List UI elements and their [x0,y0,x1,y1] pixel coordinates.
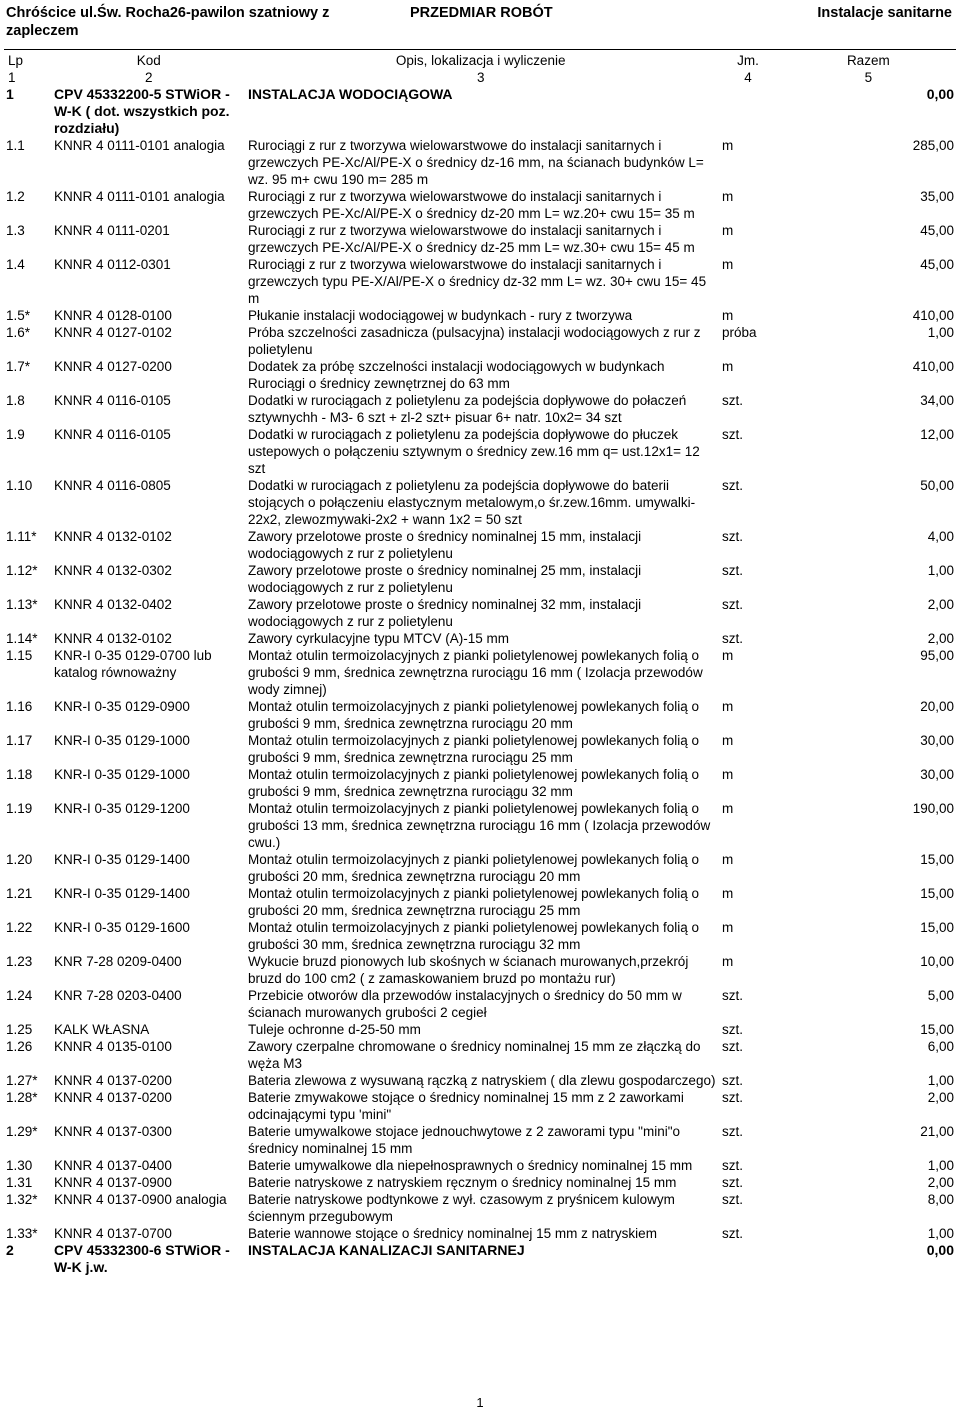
row-opis: Płukanie instalacji wodociągowej w budynkach - rury z tworzywa [248,308,633,323]
col-opis: Opis, lokalizacja i wyliczenie [395,53,566,68]
row-razem: 4,00 [927,529,954,544]
row-razem: 1,00 [927,1073,954,1088]
table-row [4,1225,956,1242]
row-lp: 1.11* [6,529,37,544]
row-kod: KNNR 4 0137-0200 [54,1073,172,1088]
row-lp: 1.23 [6,954,33,969]
row-razem: 30,00 [920,767,954,782]
row-jm: szt. [722,988,744,1003]
row-opis: Montaż otulin termoizolacyjnych z pianki polietylenowej powlekanych folią o grubości 9 mm, średnica zewnętrzna rurociągu 20 mm [248,699,699,731]
row-lp: 1.10 [6,478,33,493]
row-jm: m [722,954,734,969]
table-row [4,477,956,528]
column-header-labels [4,52,956,69]
row-jm: m [722,308,734,323]
row-razem: 10,00 [920,954,954,969]
row-jm: m [722,138,734,153]
row-jm: szt. [722,631,744,646]
row-lp: 1.31 [6,1175,33,1190]
row-jm: szt. [722,1039,744,1054]
row-jm: m [722,223,734,238]
row-opis: Baterie natryskowe podtynkowe z wył. czasowym z pryśnicem kulowym ściennym przegubowym [248,1192,675,1224]
row-kod: KNNR 4 0137-0900 [54,1175,172,1190]
row-jm: szt. [722,1192,744,1207]
row-jm: szt. [722,563,744,578]
table-row [4,919,956,953]
table-row [4,1174,956,1191]
row-razem: 50,00 [920,478,954,493]
row-lp: 1.12* [6,563,38,578]
row-jm: m [722,359,734,374]
table-row [4,885,956,919]
col-number: 4 [744,70,752,85]
row-razem: 15,00 [920,920,954,935]
row-lp: 1.17 [6,733,33,748]
document-section: Instalacje sanitarne [817,5,952,21]
row-opis: Dodatki w rurociągach z polietylenu za podejścia dopływowe do płuczek ustepowych o połączeniu sztywnym o średnicy zew.16 mm q= ust.12x1= 12 szt [248,427,700,476]
row-kod: CPV 45332300-6 STWiOR - W-K j.w. [54,1242,230,1275]
row-kod: KNNR 4 0111-0101 analogia [54,189,225,204]
row-kod: KNNR 4 0116-0105 [54,427,171,442]
row-razem: 45,00 [920,257,954,272]
table-row [4,596,956,630]
table-row [4,256,956,307]
row-opis: Wykucie bruzd pionowych lub skośnych w ścianach murowanych,przekrój bruzd do 100 cm2 ( z zamaskowaniem bruzd po montażu rur) [248,954,689,986]
row-razem: 15,00 [920,886,954,901]
table-row [4,528,956,562]
row-jm: m [722,257,734,272]
row-kod: KALK WŁASNA [54,1022,150,1037]
row-lp: 1.15 [6,648,33,663]
row-lp: 1.14* [6,631,38,646]
row-opis: Baterie zmywakowe stojące o średnicy nominalnej 15 mm z 2 zaworkami odcinającymi typu 'mini" [248,1090,684,1122]
row-razem: 1,00 [927,563,954,578]
row-kod: KNNR 4 0128-0100 [54,308,172,323]
row-lp: 1.3 [6,223,25,238]
table-row [4,137,956,188]
row-jm: m [722,852,734,867]
row-kod: KNNR 4 0135-0100 [54,1039,172,1054]
table-row [4,562,956,596]
table-row [4,800,956,851]
row-lp: 1.27* [6,1073,38,1088]
row-kod: KNNR 4 0137-0900 analogia [54,1192,227,1207]
row-lp: 2 [6,1242,14,1258]
row-lp: 1.5* [6,308,31,323]
table-row [4,307,956,324]
row-lp: 1.26 [6,1039,33,1054]
row-jm: m [722,886,734,901]
row-kod: CPV 45332200-5 STWiOR - W-K ( dot. wszystkich poz. rozdziału) [54,86,230,136]
row-kod: KNR-I 0-35 0129-0700 lub katalog równoważny [54,648,212,680]
row-kod: KNR-I 0-35 0129-1200 [54,801,190,816]
row-kod: KNR 7-28 0209-0400 [54,954,182,969]
row-jm: szt. [722,1158,744,1173]
row-jm: m [722,767,734,782]
project-title: Chróścice ul.Św. Rocha26-pawilon szatniowy z zapleczem [6,5,330,39]
row-lp: 1.16 [6,699,33,714]
row-razem: 410,00 [912,359,954,374]
column-header [4,52,956,86]
table-row [4,1123,956,1157]
row-kod: KNNR 4 0137-0700 [54,1226,172,1241]
col-number: 1 [8,70,16,85]
row-lp: 1.20 [6,852,33,867]
row-razem: 20,00 [920,699,954,714]
row-opis: INSTALACJA WODOCIĄGOWA [248,86,453,102]
row-razem: 95,00 [920,648,954,663]
row-jm: m [722,733,734,748]
table-row [4,1072,956,1089]
col-razem: Razem [846,53,890,68]
row-jm: szt. [722,393,744,408]
row-lp: 1.2 [6,189,25,204]
row-opis: Rurociągi z rur z tworzywa wielowarstwowe do instalacji sanitarnych i grzewczych PE-Xc/Al/PE-X o średnicy dz-20 mm L= wz.20+ cwu 15= 35 m [248,189,695,221]
row-opis: Rurociągi z rur z tworzywa wielowarstwowe do instalacji sanitarnych i grzewczych PE-Xc/Al/PE-X o średnicy dz-25 mm L= wz.30+ cwu 15= 45 m [248,223,695,255]
row-razem: 21,00 [920,1124,954,1139]
col-kod: Kod [136,53,161,68]
table-row [4,647,956,698]
row-lp: 1 [6,86,14,102]
row-opis: Montaż otulin termoizolacyjnych z pianki polietylenowej powlekanych folią o grubości 13 mm, średnica zewnętrzna rurociągu 16 mm ( Izolacja przewodów cwu.) [248,801,711,850]
table-row [4,732,956,766]
document-title: PRZEDMIAR ROBÓT [410,5,553,21]
table-row [4,851,956,885]
row-kod: KNNR 4 0132-0302 [54,563,172,578]
table-row [4,1089,956,1123]
row-razem: 285,00 [912,138,954,153]
row-opis: Dodatek za próbę szczelności instalacji wodociągowych w budynkach Rurociągi o średnicy zewnętrznej do 63 mm [248,359,665,391]
col-number: 2 [144,70,153,85]
row-lp: 1.33* [6,1226,38,1241]
row-kod: KNR-I 0-35 0129-1000 [54,767,190,782]
row-razem: 2,00 [927,1090,954,1105]
row-kod: KNR 7-28 0203-0400 [54,988,182,1003]
table-row [4,324,956,358]
row-lp: 1.13* [6,597,38,612]
row-lp: 1.21 [6,886,33,901]
row-razem: 34,00 [920,393,954,408]
row-razem: 1,00 [927,325,954,340]
row-kod: KNNR 4 0137-0200 [54,1090,172,1105]
row-kod: KNNR 4 0132-0102 [54,529,172,544]
row-opis: Montaż otulin termoizolacyjnych z pianki polietylenowej powlekanych folią o grubości 20 mm, średnica zewnętrzna rurociągu 25 mm [248,886,699,918]
row-lp: 1.19 [6,801,33,816]
row-jm: szt. [722,1226,744,1241]
table-row [4,1191,956,1225]
row-jm: szt. [722,1090,744,1105]
row-lp: 1.18 [6,767,33,782]
row-lp: 1.24 [6,988,33,1003]
row-lp: 1.8 [6,393,25,408]
row-jm: szt. [722,1073,744,1088]
row-razem: 30,00 [920,733,954,748]
row-razem: 2,00 [927,1175,954,1190]
col-number: 3 [476,70,485,85]
row-opis: Dodatki w rurociągach z polietylenu za podejścia dopływowe do połaczeń sztywnychh - M3- 6 szt + zl-2 szt+ pisuar 6+ natr. 10x2= 34 szt [248,393,687,425]
col-number: 5 [864,70,873,85]
row-jm: szt. [722,1022,744,1037]
row-kod: KNNR 4 0127-0102 [54,325,172,340]
row-kod: KNR-I 0-35 0129-1600 [54,920,190,935]
table-row [4,630,956,647]
row-razem: 2,00 [927,631,954,646]
row-razem: 5,00 [927,988,954,1003]
row-lp: 1.29* [6,1124,38,1139]
row-opis: Montaż otulin termoizolacyjnych z pianki polietylenowej powlekanych folią o grubości 20 mm, średnica zewnętrzna rurociągu 20 mm [248,852,699,884]
row-opis: Rurociągi z rur z tworzywa wielowarstwowe do instalacji sanitarnych i grzewczych typu PE-X/Al/PE-X o średnicy dz-32 mm L= wz. 30+ cwu 15= 45 m [248,257,707,306]
row-razem: 15,00 [920,1022,954,1037]
row-lp: 1.25 [6,1022,33,1037]
row-jm: szt. [722,427,744,442]
row-opis: Montaż otulin termoizolacyjnych z pianki polietylenowej powlekanych folią o grubości 9 mm, średnica zewnętrzna rurociągu 32 mm [248,767,699,799]
row-lp: 1.6* [6,325,31,340]
table-row [4,987,956,1021]
row-razem: 12,00 [920,427,954,442]
row-jm: szt. [722,529,744,544]
row-razem: 15,00 [920,852,954,867]
table-row [4,953,956,987]
row-kod: KNNR 4 0132-0102 [54,631,172,646]
row-jm: próba [722,325,757,340]
row-razem: 410,00 [912,308,954,323]
table-row [4,766,956,800]
row-opis: Montaż otulin termoizolacyjnych z pianki polietylenowej powlekanych folią o grubości 30 mm, średnica zewnętrzna rurociągu 32 mm [248,920,699,952]
row-kod: KNNR 4 0116-0105 [54,393,171,408]
row-kod: KNNR 4 0137-0300 [54,1124,172,1139]
row-opis: Baterie umywalkowe stojace jednouchwytowe z 2 zaworami typu "mini"o średnicy nominalnej 15 mm [248,1124,681,1156]
row-razem: 8,00 [927,1192,954,1207]
row-jm: szt. [722,597,744,612]
page-header [0,0,960,50]
col-lp: Lp [8,53,24,68]
row-razem: 45,00 [920,223,954,238]
row-jm: m [722,801,734,816]
row-lp: 1.9 [6,427,25,442]
row-lp: 1.28* [6,1090,38,1105]
row-razem: 0,00 [926,86,954,102]
row-jm: szt. [722,478,744,493]
table-row [4,698,956,732]
row-opis: Przebicie otworów dla przewodów instalacyjnych o średnicy do 50 mm w ścianach murowanych grubości 2 cegieł [248,988,682,1020]
row-opis: INSTALACJA KANALIZACJI SANITARNEJ [248,1242,525,1258]
row-kod: KNR-I 0-35 0129-1400 [54,886,190,901]
row-jm: szt. [722,1175,744,1190]
row-jm: m [722,189,734,204]
row-razem: 35,00 [920,189,954,204]
row-lp: 1.32* [6,1192,38,1207]
row-opis: Dodatki w rurociągach z polietylenu za podejścia dopływowe do baterii stojących o połączeniu elastycznym metalowym,o śr.zew.16mm. umywalki-22x2, zlewozmywaki-2x2 + wann 1x2 = 50 szt [248,478,696,527]
row-jm: m [722,699,734,714]
row-razem: 190,00 [912,801,954,816]
row-jm [720,86,782,137]
row-kod: KNNR 4 0111-0101 analogia [54,138,225,153]
row-razem: 1,00 [927,1158,954,1173]
row-razem: 0,00 [926,1242,954,1258]
row-jm: szt. [722,1124,744,1139]
row-kod: KNNR 4 0137-0400 [54,1158,172,1173]
row-lp: 1.7* [6,359,31,374]
row-jm: m [722,648,734,663]
table-row [4,1038,956,1072]
row-razem: 6,00 [927,1039,954,1054]
row-opis: Tuleje ochronne d-25-50 mm [248,1022,421,1037]
row-razem: 1,00 [927,1226,954,1241]
row-opis: Baterie wannowe stojące o średnicy nominalnej 15 mm z natryskiem [248,1226,657,1241]
table-row [4,392,956,426]
table-row [4,358,956,392]
section-row [4,1242,956,1276]
row-kod: KNR-I 0-35 0129-1000 [54,733,190,748]
row-opis: Zawory przelotowe proste o średnicy nominalnej 15 mm, instalacji wodociągowych z rur z polietylenu [248,529,642,561]
row-kod: KNNR 4 0132-0402 [54,597,172,612]
row-kod: KNR-I 0-35 0129-1400 [54,852,190,867]
col-jm: Jm. [737,53,759,68]
row-lp: 1.22 [6,920,33,935]
row-kod: KNNR 4 0116-0805 [54,478,171,493]
row-opis: Zawory przelotowe proste o średnicy nominalnej 25 mm, instalacji wodociągowych z rur z polietylenu [248,563,642,595]
row-kod: KNNR 4 0127-0200 [54,359,172,374]
row-opis: Baterie natryskowe z natryskiem ręcznym o średnicy nominalnej 15 mm [248,1175,677,1190]
row-lp: 1.1 [6,138,25,153]
page-number: 1 [476,1395,484,1410]
row-opis: Rurociągi z rur z tworzywa wielowarstwowe do instalacji sanitarnych i grzewczych PE-Xc/Al/PE-X o średnicy dz-16 mm, na ścianach budynków L= wz. 95 m+ cwu 190 m= 285 m [248,138,704,187]
row-jm [720,1242,782,1276]
row-opis: Montaż otulin termoizolacyjnych z pianki polietylenowej powlekanych folią o grubości 9 mm, średnica zewnętrzna rurociągu 16 mm ( Izolacja przewodów wody zimnej) [248,648,703,697]
header-divider [4,49,956,50]
column-number-row [4,69,956,86]
section-row [4,86,956,137]
row-lp: 1.4 [6,257,25,272]
row-opis: Bateria zlewowa z wysuwaną rączką z natryskiem ( dla zlewu gospodarczego) [248,1073,716,1088]
row-razem: 2,00 [927,597,954,612]
table-row [4,1157,956,1174]
table-row [4,222,956,256]
row-kod: KNNR 4 0111-0201 [54,223,170,238]
row-jm: m [722,920,734,935]
row-opis: Zawory cyrkulacyjne typu MTCV (A)-15 mm [248,631,510,646]
row-kod: KNNR 4 0112-0301 [54,257,171,272]
row-opis: Zawory czerpalne chromowane o średnicy nominalnej 15 mm ze złączką do węża M3 [248,1039,701,1071]
table-row [4,426,956,477]
row-opis: Baterie umywalkowe dla niepełnosprawnych o średnicy nominalnej 15 mm [248,1158,693,1173]
items-table [4,86,956,1276]
row-opis: Montaż otulin termoizolacyjnych z pianki polietylenowej powlekanych folią o grubości 9 mm, średnica zewnętrzna rurociągu 25 mm [248,733,699,765]
row-opis: Zawory przelotowe proste o średnicy nominalnej 32 mm, instalacji wodociągowych z rur z polietylenu [248,597,642,629]
table-row [4,188,956,222]
table-row [4,1021,956,1038]
row-lp: 1.30 [6,1158,33,1173]
row-opis: Próba szczelności zasadnicza (pulsacyjna) instalacji wodociągowych z rur z polietylenu [248,325,701,357]
row-kod: KNR-I 0-35 0129-0900 [54,699,190,714]
